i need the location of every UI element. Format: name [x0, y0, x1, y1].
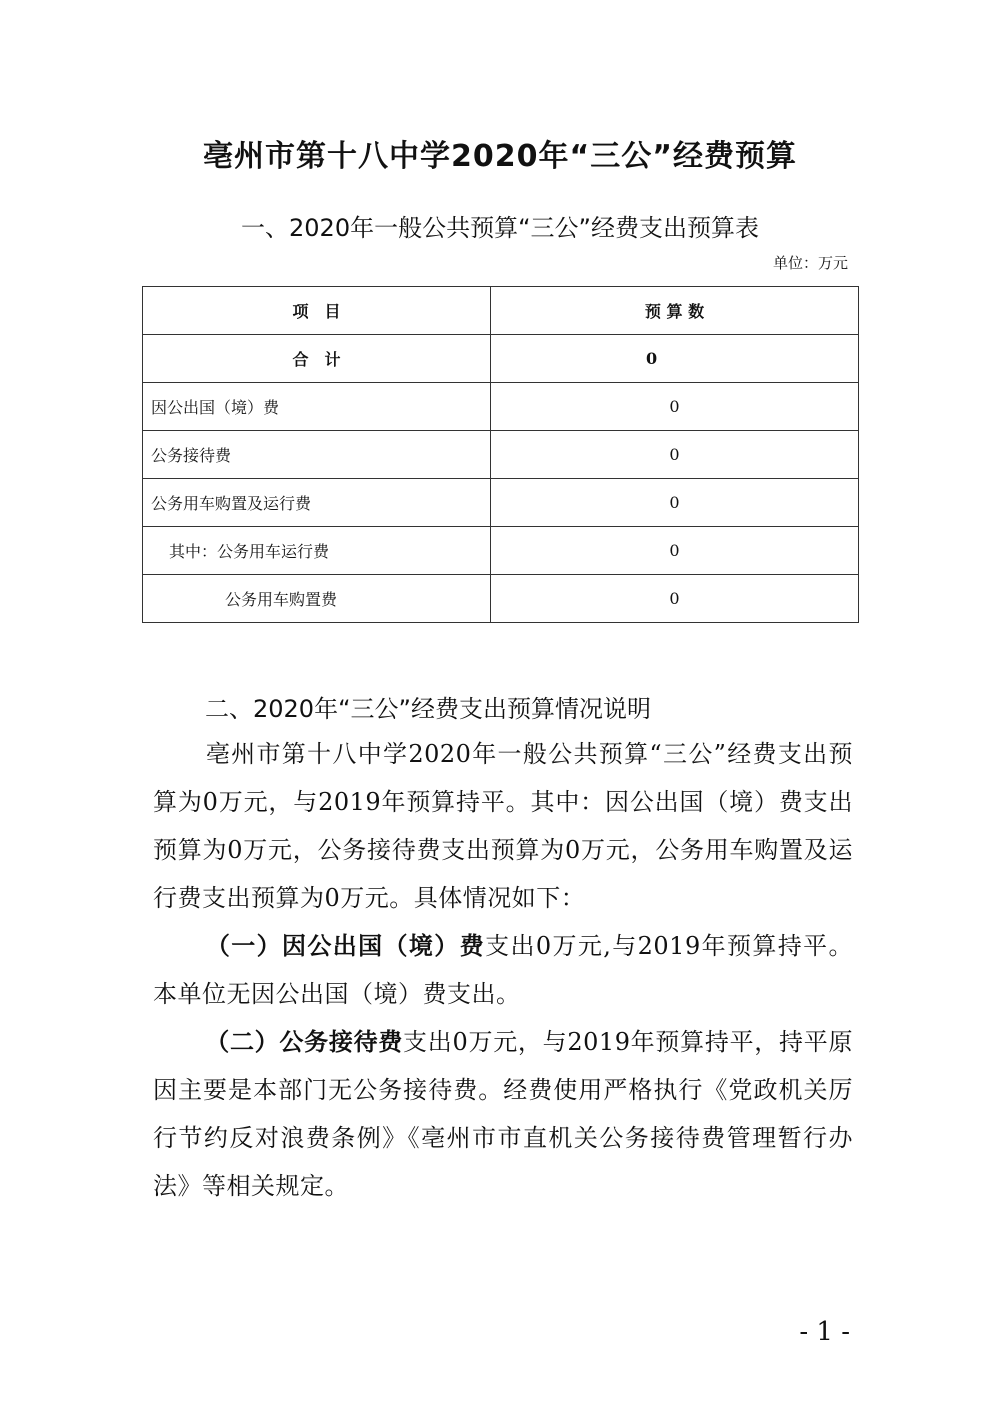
- row-value: 0: [491, 527, 859, 575]
- header-item: 项 目: [143, 287, 491, 335]
- row-value: 0: [491, 431, 859, 479]
- table-row-total: [143, 335, 859, 383]
- row-value: 0: [491, 575, 859, 623]
- row-label: 其中：公务用车运行费: [143, 527, 491, 575]
- document-title: 亳州市第十八中学2020年“三公”经费预算: [203, 139, 797, 174]
- paragraph-overseas: [153, 922, 853, 1018]
- header-amount: 预 算 数: [491, 287, 859, 335]
- table-header-row: [143, 287, 859, 335]
- table-row: [143, 383, 859, 431]
- paragraph-summary: [153, 730, 853, 922]
- paragraph-summary-text: 亳州市第十八中学2020年一般公共预算“三公”经费支出预算为0万元，与2019年预算持平。其中：因公出国（境）费支出预算为0万元，公务接待费支出预算为0万元，公务用车购置及运行费支出预算为0万元。具体情况如下：: [153, 740, 853, 912]
- paragraph-reception: [153, 1018, 853, 1210]
- row-label: 公务用车购置及运行费: [143, 479, 491, 527]
- page-number: - 1 -: [799, 1317, 850, 1347]
- unit-label: 单位：万元: [772, 254, 848, 272]
- total-label: 合 计: [143, 335, 491, 383]
- budget-table: [142, 286, 859, 623]
- row-label: 因公出国（境）费: [143, 383, 491, 431]
- section2-heading: 二、2020年“三公”经费支出预算情况说明: [205, 695, 651, 723]
- paragraph-reception-lead: （二）公务接待费: [205, 1028, 404, 1056]
- paragraph-overseas-body: 支出0万元,与2019年预算持平。本单位无因公出国（境）费支出。: [153, 932, 854, 1008]
- table-row: [143, 527, 859, 575]
- table-row: [143, 431, 859, 479]
- table-row: [143, 479, 859, 527]
- row-value: 0: [491, 479, 859, 527]
- row-label: 公务用车购置费: [143, 575, 491, 623]
- table-row: [143, 575, 859, 623]
- paragraph-reception-body: 支出0万元，与2019年预算持平，持平原因主要是本部门无公务接待费。经费使用严格执行《党政机关厉行节约反对浪费条例》《亳州市市直机关公务接待费管理暂行办法》等相关规定。: [153, 1028, 853, 1200]
- section1-heading: 一、2020年一般公共预算“三公”经费支出预算表: [241, 214, 759, 242]
- row-label: 公务接待费: [143, 431, 491, 479]
- row-value: 0: [491, 383, 859, 431]
- paragraph-overseas-lead: （一）因公出国（境）费: [205, 932, 486, 960]
- total-value: 0: [491, 335, 859, 383]
